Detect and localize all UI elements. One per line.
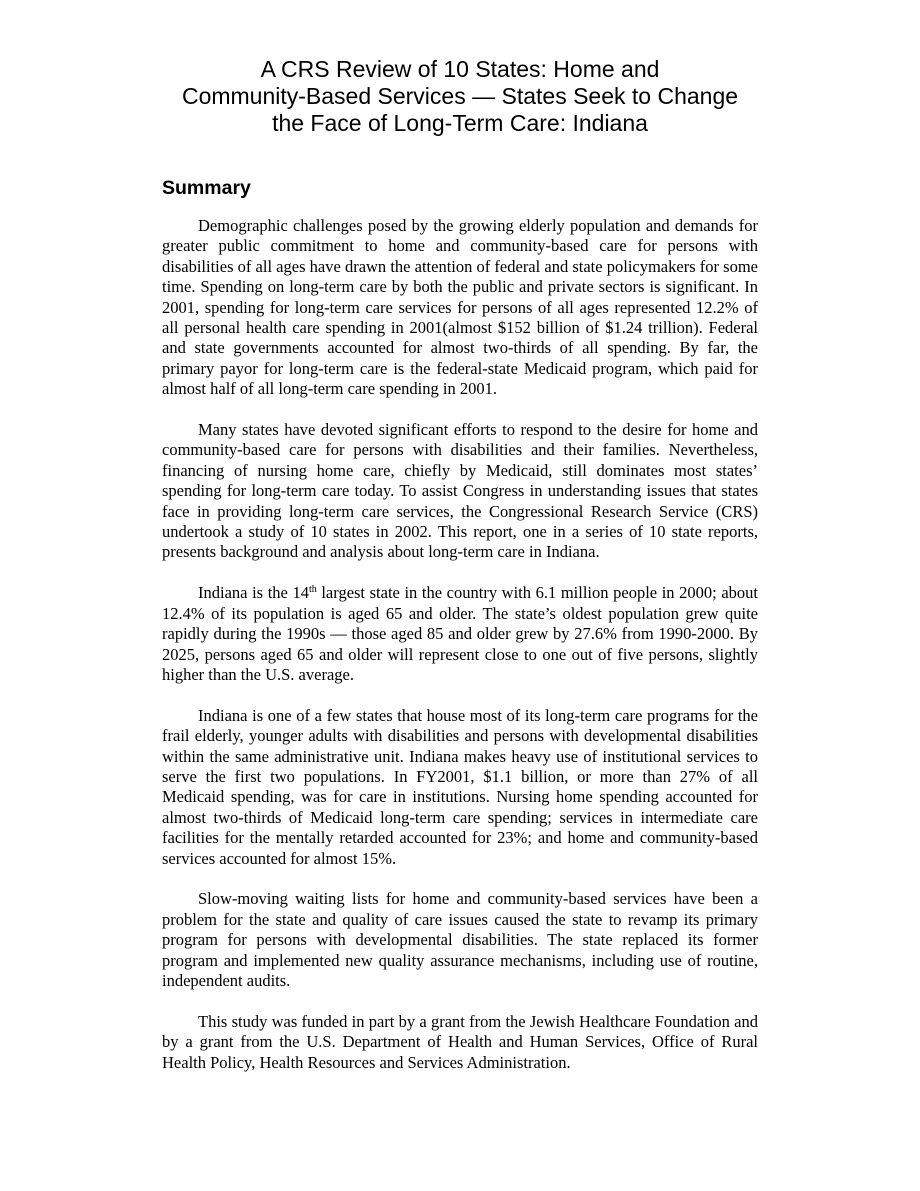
title-line: the Face of Long-Term Care: Indiana [272, 110, 648, 136]
paragraph: Demographic challenges posed by the growing elderly population and demands for greater public commitment to home and community-based care for persons with disabilities of all ages have drawn the attention of federal and state policymakers for some time. Spending on long-term care by both the public and private sectors is significant. In 2001, spending for long-term care services for persons of all ages represented 12.2% of all personal health care spending in 2001(almost $152 billion of $1.24 trillion). Federal and state governments accounted for almost two-thirds of all spending. By far, the primary payor for long-term care is the federal-state Medicaid program, which paid for almost half of all long-term care spending in 2001. [162, 216, 758, 399]
paragraph: Slow-moving waiting lists for home and community-based services have been a problem for the state and quality of care issues caused the state to revamp its primary program for persons with developmental disabilities. The state replaced its former program and implemented new quality assurance mechanisms, including use of routine, independent audits. [162, 889, 758, 990]
paragraph: Many states have devoted significant efforts to respond to the desire for home and community-based care for persons with disabilities and their families. Nevertheless, financing of nursing home care, chiefly by Medicaid, still dominates most states’ spending for long-term care today. To assist Congress in understanding issues that states face in providing long-term care services, the Congressional Research Service (CRS) undertook a study of 10 states in 2002. This report, one in a series of 10 state reports, presents background and analysis about long-term care in Indiana. [162, 420, 758, 562]
title-line: Community-Based Services — States Seek to Change [181, 83, 739, 109]
section-heading: Summary [162, 177, 251, 199]
paragraph: This study was funded in part by a grant from the Jewish Healthcare Foundation and by a grant from the U.S. Department of Health and Human Services, Office of Rural Health Policy, Health Resources and Services Administration. [162, 1011, 758, 1072]
paragraph-text: largest state in the country with 6.1 million people in 2000; about 12.4% of its population is aged 65 and older. The state’s oldest population grew quite rapidly during the 1990s — those aged 85 and older grew by 27.6% from 1990-2000. By 2025, persons aged 65 and older will represent close to one out of five persons, slightly higher than the U.S. average. [162, 583, 758, 684]
ordinal-superscript: th [308, 584, 317, 596]
title-line: A CRS Review of 10 States: Home and [260, 56, 660, 82]
document-title [162, 56, 758, 137]
paragraph: Indiana is one of a few states that house most of its long-term care programs for the frail elderly, younger adults with disabilities and persons with developmental disabilities within the same administrative unit. Indiana makes heavy use of institutional services to serve the first two populations. In FY2001, $1.1 billion, or more than 27% of all Medicaid spending, was for care in institutions. Nursing home spending accounted for almost two-thirds of Medicaid long-term care spending; services in intermediate care facilities for the mentally retarded accounted for 23%; and home and community-based services accounted for almost 15%. [162, 705, 758, 868]
paragraph [162, 583, 758, 685]
document-page [162, 56, 758, 1093]
summary-body [162, 216, 758, 1073]
paragraph-text: Indiana is the 14 [198, 583, 309, 603]
